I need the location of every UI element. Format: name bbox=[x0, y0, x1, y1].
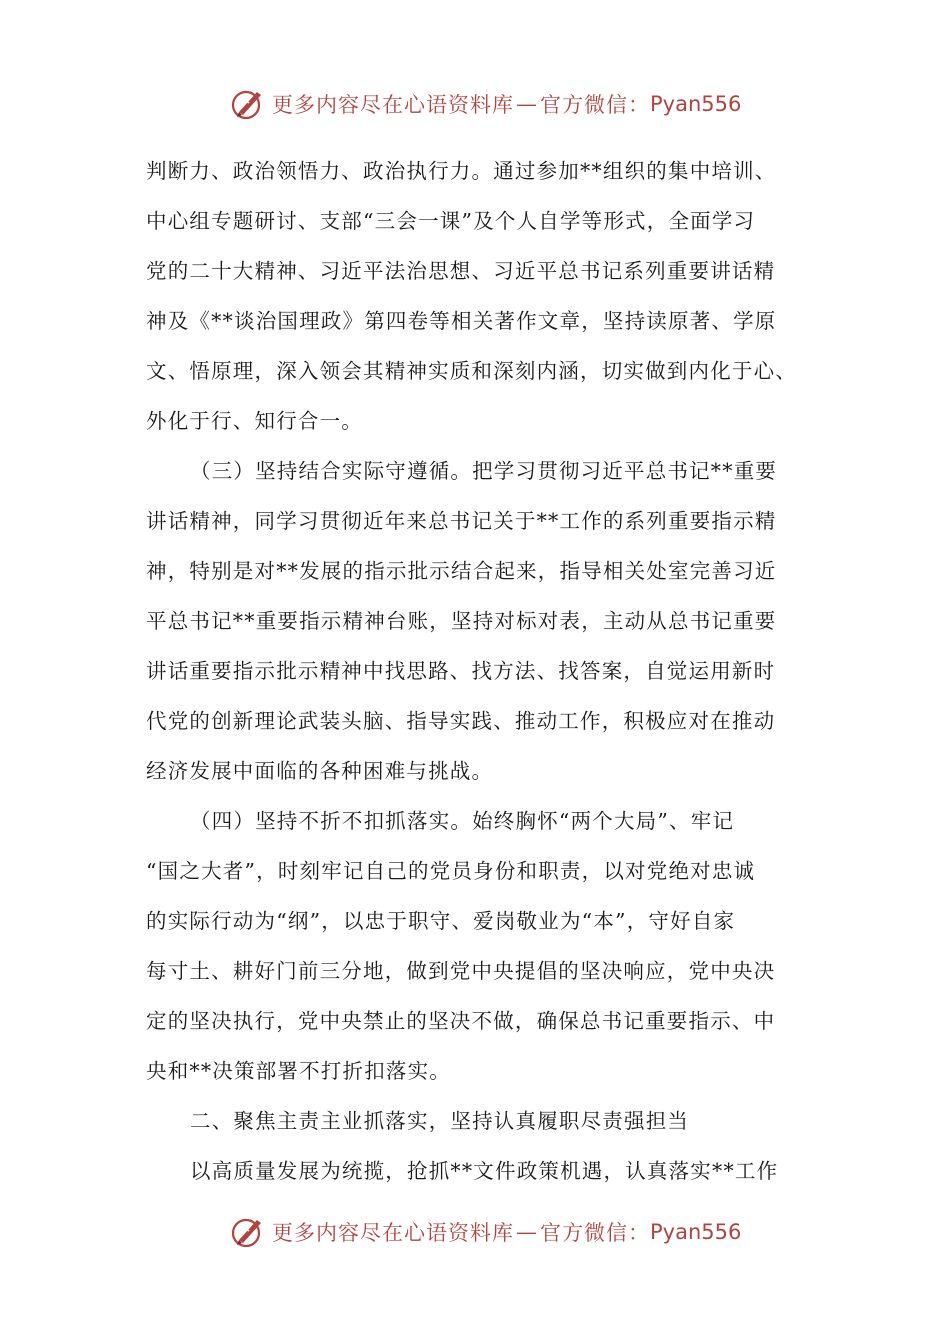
watermark-wechat-label: 官方微信： bbox=[540, 1221, 650, 1245]
text-line: 定的坚决执行，党中央禁止的坚决不做，确保总书记重要指示、中 bbox=[146, 1009, 776, 1033]
text-line: 代党的创新理论武装头脑、指导实践、推动工作，积极应对在推动 bbox=[146, 709, 776, 733]
watermark-wechat-id: Pyan556 bbox=[650, 1220, 742, 1244]
text-line: 每寸土、耕好门前三分地，做到党中央提倡的坚决响应，党中央决 bbox=[146, 959, 776, 983]
text-line: 党的二十大精神、习近平法治思想、习近平总书记系列重要讲话精 bbox=[146, 259, 776, 283]
text-line: 外化于行、知行合一。 bbox=[146, 409, 363, 433]
text-line: 的实际行动为“纲”，以忠于职守、爱岗敬业为“本”，守好自家 bbox=[146, 909, 736, 933]
watermark-separator: — bbox=[516, 1220, 538, 1244]
text-line: 判断力、政治领悟力、政治执行力。通过参加**组织的集中培训、 bbox=[146, 159, 777, 183]
body-text bbox=[146, 146, 826, 1196]
section-heading-line: （三）坚持结合实际守遵循。把学习贯彻习近平总书记**重要 bbox=[190, 459, 778, 483]
text-line: 讲话精神，同学习贯彻近年来总书记关于**工作的系列重要指示精 bbox=[146, 509, 777, 533]
watermark-text: 更多内容尽在心语资料库 bbox=[272, 93, 514, 117]
section-heading-line: （四）坚持不折不扣抓落实。始终胸怀“两个大局”、牢记 bbox=[190, 809, 735, 833]
text-line: 中心组专题研讨、支部“三会一课”及个人自学等形式，全面学习 bbox=[146, 209, 756, 233]
chapter-heading-line: 二、聚焦主责主业抓落实，坚持认真履职尽责强担当 bbox=[190, 1109, 690, 1133]
text-line: 以高质量发展为统揽，抢抓**文件政策机遇，认真落实**工作 bbox=[190, 1159, 779, 1183]
text-line: 文、悟原理，深入领会其精神实质和深刻内涵，切实做到内化于心、 bbox=[146, 359, 797, 383]
text-line: 神，特别是对**发展的指示批示结合起来，指导相关处室完善习近 bbox=[146, 559, 777, 583]
text-line: “国之大者”，时刻牢记自己的党员身份和职责，以对党绝对忠诚 bbox=[146, 859, 756, 883]
pen-seal-icon bbox=[230, 1214, 266, 1250]
watermark-separator: — bbox=[516, 92, 538, 116]
watermark-text: 更多内容尽在心语资料库 bbox=[272, 1221, 514, 1245]
text-line: 央和**决策部署不打折扣落实。 bbox=[146, 1059, 451, 1083]
watermark-wechat-label: 官方微信： bbox=[540, 93, 650, 117]
text-line: 平总书记**重要指示精神台账，坚持对标对表，主动从总书记重要 bbox=[146, 609, 777, 633]
text-line: 经济发展中面临的各种困难与挑战。 bbox=[146, 759, 494, 783]
watermark-footer bbox=[230, 1212, 741, 1252]
watermark-wechat-id: Pyan556 bbox=[650, 92, 742, 116]
text-line: 神及《**谈治国理政》第四卷等相关著作文章，坚持读原著、学原 bbox=[146, 309, 777, 333]
text-line: 讲话重要指示批示精神中找思路、找方法、找答案，自觉运用新时 bbox=[146, 659, 776, 683]
pen-seal-icon bbox=[230, 86, 266, 122]
watermark-header bbox=[230, 84, 741, 124]
